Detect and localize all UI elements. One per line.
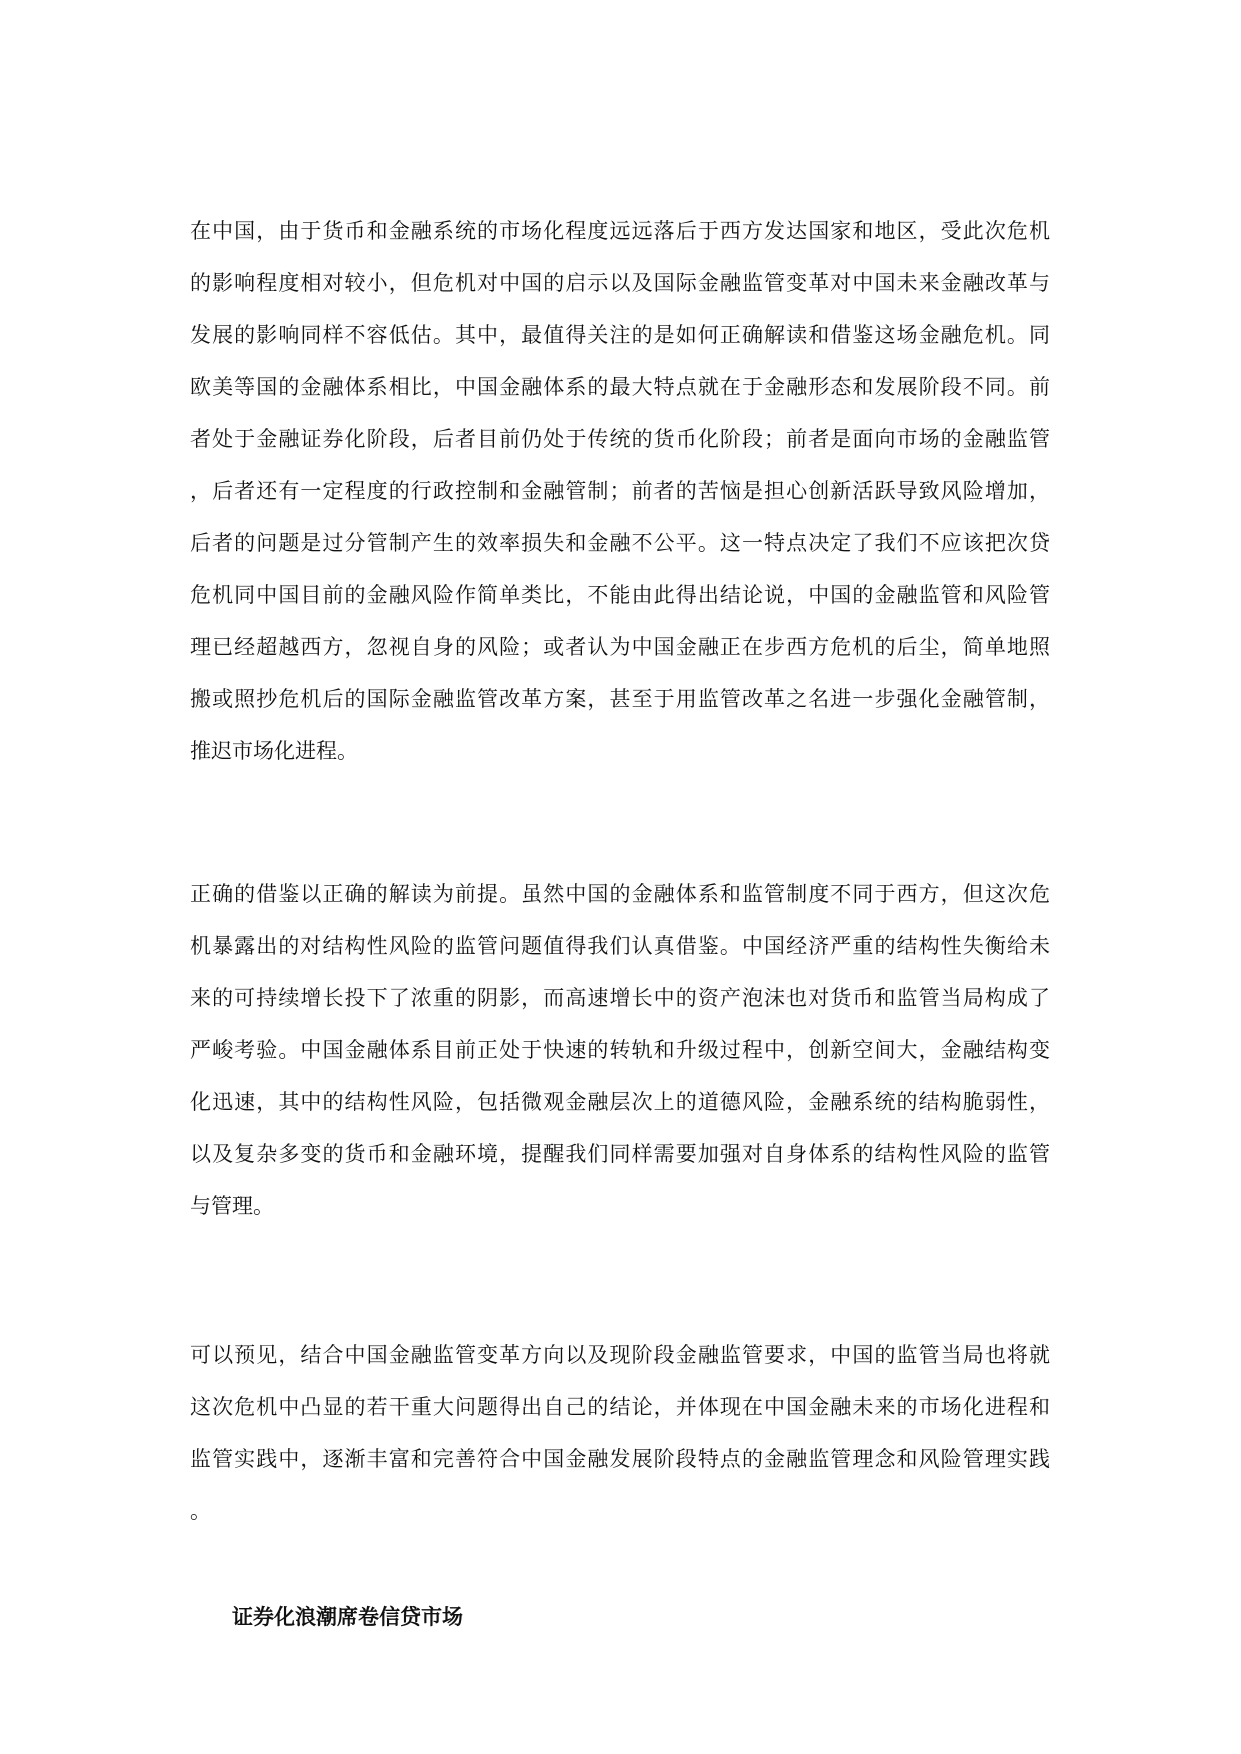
paragraph-line: 与管理。 [190,1194,274,1218]
paragraph-line: 的影响程度相对较小，但危机对中国的启示以及国际金融监管变革对中国未来金融改革与 [190,271,1050,295]
paragraph-line: 危机同中国目前的金融风险作简单类比，不能由此得出结论说，中国的金融监管和风险管 [190,583,1050,607]
paragraph-line: 推迟市场化进程。 [190,739,358,763]
paragraph-1 [190,205,1050,777]
paragraph-line: 发展的影响同样不容低估。其中，最值得关注的是如何正确解读和借鉴这场金融危机。同 [190,323,1050,347]
paragraph-line: ，后者还有一定程度的行政控制和金融管制；前者的苦恼是担心创新活跃导致风险增加， [190,479,1050,503]
paragraph-line: 者处于金融证券化阶段，后者目前仍处于传统的货币化阶段；前者是面向市场的金融监管 [190,427,1050,451]
paragraph-line: 搬或照抄危机后的国际金融监管改革方案，甚至于用监管改革之名进一步强化金融管制， [190,687,1050,711]
paragraph-line: 这次危机中凸显的若干重大问题得出自己的结论，并体现在中国金融未来的市场化进程和 [190,1395,1050,1419]
paragraph-line: 理已经超越西方，忽视自身的风险；或者认为中国金融正在步西方危机的后尘，简单地照 [190,635,1050,659]
paragraph-line: 监管实践中，逐渐丰富和完善符合中国金融发展阶段特点的金融监管理念和风险管理实践 [190,1447,1050,1471]
paragraph-line: 在中国，由于货币和金融系统的市场化程度远远落后于西方发达国家和地区，受此次危机 [190,219,1050,243]
paragraph-line: 严峻考验。中国金融体系目前正处于快速的转轨和升级过程中，创新空间大，金融结构变 [190,1038,1050,1062]
section-heading: 证券化浪潮席卷信贷市场 [232,1604,463,1629]
paragraph-line: 来的可持续增长投下了浓重的阴影，而高速增长中的资产泡沫也对货币和监管当局构成了 [190,986,1050,1010]
paragraph-line: 机暴露出的对结构性风险的监管问题值得我们认真借鉴。中国经济严重的结构性失衡给未 [190,934,1050,958]
paragraph-3 [190,1329,1050,1537]
paragraph-line: 欧美等国的金融体系相比，中国金融体系的最大特点就在于金融形态和发展阶段不同。前 [190,375,1050,399]
paragraph-line: 后者的问题是过分管制产生的效率损失和金融不公平。这一特点决定了我们不应该把次贷 [190,531,1050,555]
paragraph-line: 以及复杂多变的货币和金融环境，提醒我们同样需要加强对自身体系的结构性风险的监管 [190,1142,1050,1166]
paragraph-line: 正确的借鉴以正确的解读为前提。虽然中国的金融体系和监管制度不同于西方，但这次危 [190,882,1050,906]
paragraph-line: 化迅速，其中的结构性风险，包括微观金融层次上的道德风险，金融系统的结构脆弱性， [190,1090,1050,1114]
paragraph-2 [190,868,1050,1232]
paragraph-line: 可以预见，结合中国金融监管变革方向以及现阶段金融监管要求，中国的监管当局也将就 [190,1343,1050,1367]
paragraph-line: 。 [190,1499,211,1523]
